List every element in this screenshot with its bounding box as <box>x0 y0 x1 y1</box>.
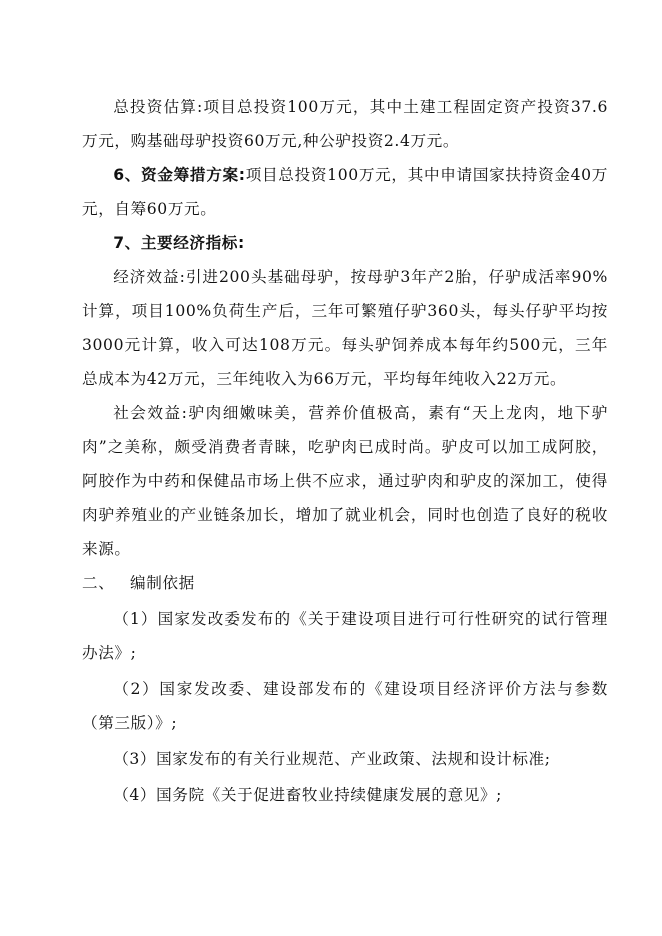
indicators-heading: 7、主要经济指标: <box>113 234 245 252</box>
document-body <box>82 90 608 812</box>
basis-item: （4）国务院《关于促进畜牧业持续健康发展的意见》; <box>113 786 503 804</box>
indicators-paragraph <box>82 226 608 260</box>
social-label: 社会效益: <box>113 404 188 422</box>
funding-paragraph <box>82 158 608 226</box>
section-number: 二、 <box>82 574 115 592</box>
investment-label: 总投资估算: <box>113 98 203 116</box>
investment-text: 项目总投资100万元，其中土建工程固定资产投资37.6万元，购基础母驴投资60万元,种公驴投资2.4万元。 <box>82 98 609 150</box>
economic-text: 引进200头基础母驴，按母驴3年产2胎，仔驴成活率90%计算，项目100%负荷生产后，三年可繁殖仔驴360头，每头仔驴平均按3000元计算，收入可达108万元。每头驴饲养成本每年约500元，三年总成本为42万元，三年纯收入为66万元，平均每年纯收入22万元。 <box>82 268 608 388</box>
social-paragraph <box>82 396 608 566</box>
basis-item: （1）国家发改委发布的《关于建设项目进行可行性研究的试行管理办法》; <box>82 610 608 662</box>
basis-item: （3）国家发布的有关行业规范、产业政策、法规和设计标准; <box>113 750 551 768</box>
economic-label: 经济效益: <box>113 268 186 286</box>
investment-paragraph <box>82 90 608 158</box>
funding-text: 项目总投资100万元，其中申请国家扶持资金40万元，自筹60万元。 <box>82 166 608 218</box>
social-text: 驴肉细嫩味美，营养价值极高，素有“天上龙肉，地下驴肉”之美称，颇受消费者青睐，吃驴肉已成时尚。驴皮可以加工成阿胶，阿胶作为中药和保健品市场上供不应求，通过驴肉和驴皮的深加工，使得肉驴养殖业的产业链条加长，增加了就业机会，同时也创造了良好的税收来源。 <box>82 404 608 558</box>
funding-heading: 6、资金筹措方案: <box>113 166 246 184</box>
section-heading <box>82 566 608 600</box>
section-title: 编制依据 <box>130 574 195 592</box>
economic-paragraph <box>82 260 608 396</box>
basis-item: （2）国家发改委、建设部发布的《建设项目经济评价方法与参数（第三版）》; <box>82 680 608 732</box>
